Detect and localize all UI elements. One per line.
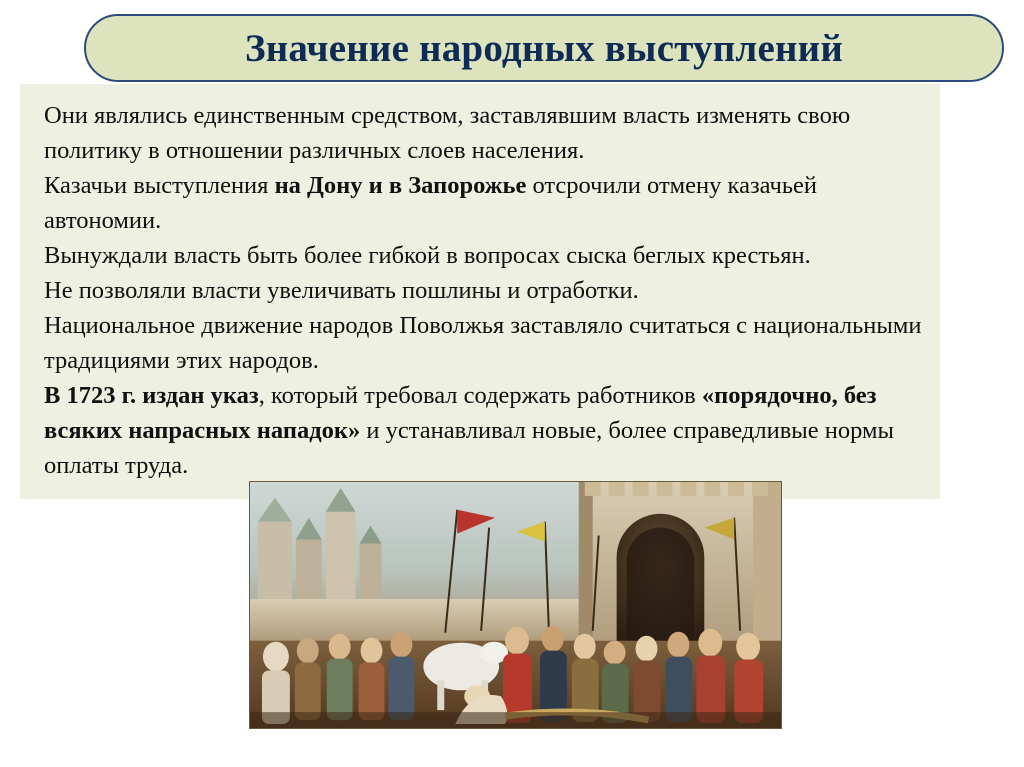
emphasis-text: на Дону и в Запорожье [274, 172, 527, 199]
body-text: Национальное движение народов Поволжья заставляло считаться с национальными традициями этих народов. [44, 312, 922, 374]
body-text: и устанавливал новые, более справедливые нормы оплаты труда. [44, 417, 894, 479]
page-title: Значение народных выступлений [244, 26, 844, 70]
historical-painting [249, 481, 782, 729]
emphasis-text: В 1723 г. издан указ [44, 382, 259, 409]
body-paragraph-1 [44, 98, 922, 168]
slide-body-panel [20, 84, 940, 499]
body-text: Казачьи выступления [44, 172, 275, 199]
body-paragraph-6 [44, 378, 922, 483]
body-text: , который требовал содержать работников [258, 382, 702, 409]
body-paragraph-2 [44, 168, 922, 238]
slide-title-banner [84, 14, 1004, 82]
body-paragraph-4 [44, 273, 922, 308]
body-text: отсрочили отмену казачьей автономии. [44, 172, 817, 234]
painting-artwork [250, 482, 781, 728]
body-paragraph-3 [44, 238, 922, 273]
emphasis-text: «порядочно, без всяких напрасных нападок» [44, 382, 877, 444]
body-paragraph-5 [44, 308, 922, 378]
body-text: Они являлись единственным средством, заставлявшим власть изменять свою политику в отношении различных слоев населения. [44, 102, 851, 164]
body-text: Не позволяли власти увеличивать пошлины и отработки. [44, 277, 639, 304]
body-text: Вынуждали власть быть более гибкой в вопросах сыска беглых крестьян. [44, 242, 811, 269]
